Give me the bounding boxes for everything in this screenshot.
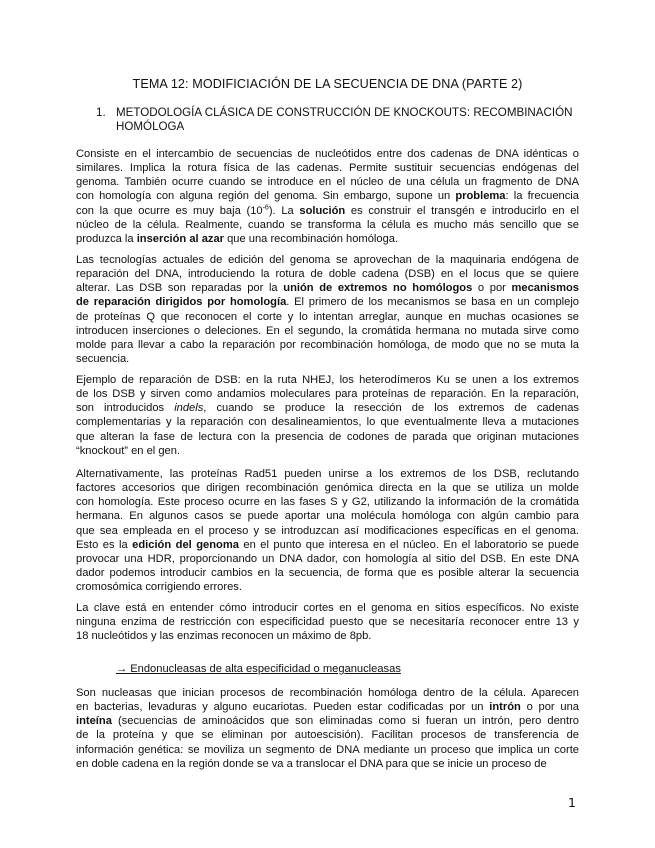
italic-term: indels xyxy=(174,402,204,415)
text-line xyxy=(76,161,579,175)
text-run: Las tecnologías actuales de edición del genoma se aprovechan de la maquinaria endógena de xyxy=(76,254,579,266)
text-line xyxy=(76,281,579,295)
text-run: núcleo de la célula. Realmente, cuando se transforma la célula es mucho más sencillo que se xyxy=(76,218,579,231)
text-run: Consiste en el intercambio de secuencias de nucleótidos entre dos cadenas de DNA idénticas o xyxy=(76,148,579,160)
text-run: con homología con alguna región del genoma. Sin embargo, supone un xyxy=(76,190,456,203)
text-run: introducen inserciones o deleciones. En el segundo, la cromátida hermana no mutada sirve como xyxy=(76,324,579,337)
text-line xyxy=(76,387,579,401)
text-run: información genética: se moviliza un segmento de DNA mediante un proceso que implica un corte xyxy=(76,743,579,756)
text-line xyxy=(76,295,579,309)
text-line xyxy=(76,743,579,757)
text-run: complementarias y la reparación con desalineamientos, lo que eventualmente lleva a mutaciones xyxy=(76,416,579,429)
text-run: que sea empleada en el proceso y se introduzcan así modificaciones específicas en el genoma. xyxy=(76,524,579,537)
text-line xyxy=(76,538,579,552)
bold-term: intrón xyxy=(489,701,521,714)
bold-term: inteína xyxy=(76,715,112,728)
page-number: 1 xyxy=(568,795,576,810)
text-line xyxy=(76,601,579,615)
text-run: es construir el transgén e introducirlo en el xyxy=(345,204,579,217)
text-run: ). La xyxy=(268,204,300,217)
text-run: de proteínas Q que reconocen el corte y lo intentan arreglar, aunque en muchas ocasiones se xyxy=(76,310,579,323)
bold-term: solución xyxy=(299,204,346,217)
text-run: en el punto que interesa en el núcleo. En el laboratorio se puede xyxy=(238,538,579,551)
text-run: que una recombinación homóloga. xyxy=(224,232,399,245)
text-run: que alteran la fase de lectura con la presencia de codones de parada que originan mutaciones xyxy=(76,430,579,443)
text-line xyxy=(76,147,579,161)
text-line xyxy=(76,686,579,700)
text-run: La clave está en entender cómo introducir cortes en el genoma en sitios específicos. No existe xyxy=(76,602,579,614)
paragraph-1 xyxy=(76,147,579,246)
text-line xyxy=(76,615,579,629)
text-run: genoma. También ocurre cuando se introduce en el núcleo de una célula un fragmento de DNA xyxy=(76,176,579,189)
text-line xyxy=(76,267,579,281)
text-line xyxy=(76,757,579,771)
bold-term: de reparación dirigidos por homología xyxy=(76,296,287,309)
text-line xyxy=(76,444,579,458)
text-run: o por xyxy=(472,282,512,295)
text-line xyxy=(76,253,579,267)
text-run: con homología. Este proceso ocurre en las fases S y G2, utilizando la información de la cromátida xyxy=(76,496,579,509)
text-line xyxy=(76,524,579,538)
text-run: Alternativamente, las proteínas Rad51 pueden unirse a los extremos de los DSB, reclutando xyxy=(76,468,579,480)
text-run: de los DSB y sirven como andamios moleculares para proteínas de reparación. En la reparación, xyxy=(76,388,579,401)
text-run: 18 nucleótidos y las enzimas reconocen un máximo de 8pb. xyxy=(76,630,372,643)
section-number: 1. xyxy=(96,106,106,119)
text-line xyxy=(76,189,579,203)
text-run: Son nucleasas que inician procesos de recombinación homóloga dentro de la célula. Aparecen xyxy=(76,687,579,699)
text-run: ninguna enzima de restricción con especificidad puesto que se necesitaría reconocer entre 13 y xyxy=(76,616,579,629)
text-run: en bacterias, levaduras y alguno eucariotas. Pueden estar codificadas por un xyxy=(76,701,490,714)
superscript: -6 xyxy=(262,203,269,211)
paragraph-4 xyxy=(76,467,579,594)
text-line xyxy=(76,204,579,218)
text-run: Ejemplo de reparación de DSB: en la ruta NHEJ, los heterodímeros Ku se unen a los extremos xyxy=(76,374,579,386)
text-line xyxy=(76,415,579,429)
document-title: TEMA 12: MODIFICIACIÓN DE LA SECUENCIA DE DNA (PARTE 2) xyxy=(132,77,523,91)
text-line xyxy=(76,175,579,189)
paragraph-2 xyxy=(76,253,579,366)
text-line xyxy=(76,401,579,415)
text-run: molde para llevar a cabo la reparación por recombinación homóloga, de modo que no se muta la xyxy=(76,338,579,351)
text-line xyxy=(76,467,579,481)
text-run: alterar. Las DSB son reparadas por la xyxy=(76,282,284,295)
text-run: o por una xyxy=(520,701,579,714)
text-run: (secuencias de aminoácidos que son eliminadas como si fueran un intrón, pero dentro xyxy=(111,715,579,728)
bold-term: edición del genoma xyxy=(132,538,239,551)
text-line xyxy=(76,700,579,714)
text-run: secuencia. xyxy=(76,353,130,366)
bold-term: unión de extremos no homólogos xyxy=(283,282,473,295)
bold-term: problema xyxy=(455,190,506,203)
text-run: : la frecuencia xyxy=(505,190,579,203)
text-line xyxy=(76,580,579,594)
text-run: son introducidos xyxy=(76,402,175,415)
text-line xyxy=(76,629,579,643)
text-line xyxy=(76,566,579,580)
text-run: cromosómica corrigiendo errores. xyxy=(76,581,242,594)
text-run: con la que ocurre es muy baja (10 xyxy=(76,204,263,217)
text-line xyxy=(76,714,579,728)
text-run: hermana. En algunos casos se puede aportar una molécula homóloga con algún cambio para xyxy=(76,510,579,523)
bold-term: mecanismos xyxy=(511,282,579,295)
text-line xyxy=(76,218,579,232)
text-run: Esto es la xyxy=(76,538,133,551)
text-line xyxy=(76,495,579,509)
text-run: similares. Implica la rotura física de las cadenas. Permite sustituir secuencias endógenas del xyxy=(76,162,579,175)
text-run: reparación del DNA, introduciendo la rotura de doble cadena (DSB) en el locus que se quiere xyxy=(76,268,579,281)
text-run: “knockout” en el gen. xyxy=(76,444,181,457)
text-run: dador podemos introducir cambios en la secuencia, de forma que es posible alterar la secuencia xyxy=(76,567,579,580)
section-heading-text: METODOLOGÍA CLÁSICA DE CONSTRUCCIÓN DE KNOCKOUTS: RECOMBINACIÓN HOMÓLOGA xyxy=(116,106,573,133)
text-line xyxy=(76,310,579,324)
text-run: , cuando se produce la resección de los extremos de cadenas xyxy=(203,402,579,415)
text-line xyxy=(76,728,579,742)
paragraph-3 xyxy=(76,373,579,458)
text-run: provocar una HDR, proporcionando un DNA dador, con homología al sitio del DSB. En este DNA xyxy=(76,552,579,565)
text-run: de la proteína y que se eliminan por autoescisión). Facilitan procesos de transferencia de xyxy=(76,729,579,742)
text-run: en doble cadena en la región donde se va a translocar el DNA para que se inicie un proceso de xyxy=(76,757,547,770)
text-line xyxy=(76,338,579,352)
text-line xyxy=(76,481,579,495)
text-line xyxy=(76,324,579,338)
text-line xyxy=(76,373,579,387)
text-line xyxy=(76,509,579,523)
text-line xyxy=(76,430,579,444)
text-line xyxy=(76,552,579,566)
text-run: produzca la xyxy=(76,232,137,245)
paragraph-5 xyxy=(76,601,579,643)
subheading: → Endonucleasas de alta especificidad o meganucleasas xyxy=(116,663,401,675)
paragraph-6 xyxy=(76,686,579,771)
text-run: factores accesorios que dirigen recombinación genómica directa en la que se utiliza un molde xyxy=(76,482,579,495)
text-line xyxy=(76,232,579,246)
text-run: . El primero de los mecanismos se basa en un complejo xyxy=(286,296,580,309)
bold-term: inserción al azar xyxy=(136,232,225,245)
text-line xyxy=(76,352,579,366)
